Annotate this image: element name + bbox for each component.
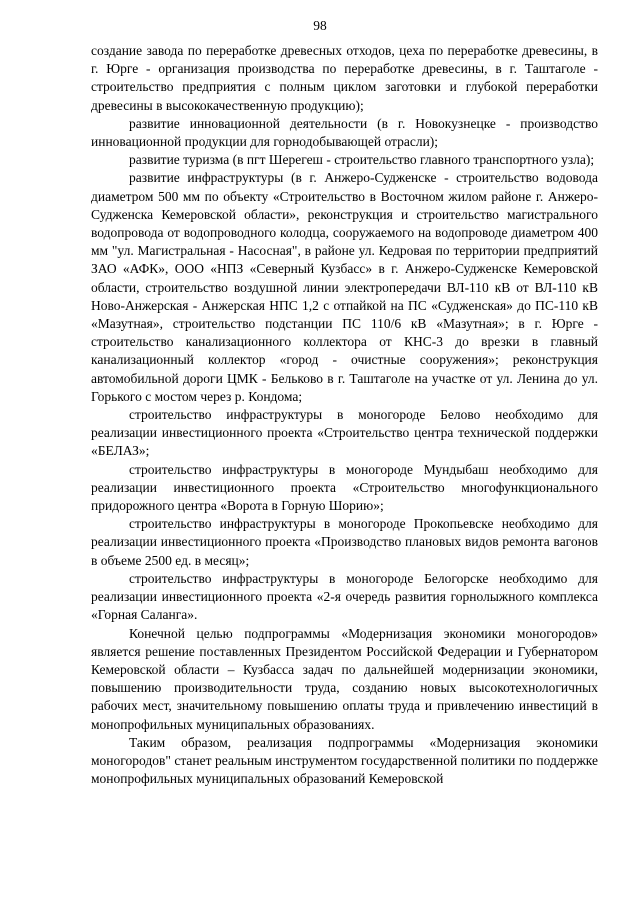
paragraph-belogorsk: строительство инфраструктуры в моногороде Белогорске необходимо для реализации инвестиционного проекта «2-я очередь развития горнолыжного комплекса «Горная Саланга». bbox=[91, 570, 598, 623]
document-body bbox=[91, 42, 598, 788]
paragraph-prokopyevsk: строительство инфраструктуры в моногороде Прокопьевске необходимо для реализации инвестиционного проекта «Производство плановых видов ремонта вагонов в объеме 2500 ед. в месяц»; bbox=[91, 516, 598, 568]
page-number: 98 bbox=[313, 18, 327, 33]
paragraph-continuation: создание завода по переработке древесных отходов, цеха по переработке древесины, в г. Юрге - организация производства по переработке древесины, в г. Таштаголе - строительство предприятия с полным циклом заготовки и глубокой переработки древесины в высококачественную продукцию); bbox=[91, 43, 598, 113]
paragraph-belovo: строительство инфраструктуры в моногороде Белово необходимо для реализации инвестиционного проекта «Строительство центра технической поддержки «БЕЛАЗ»; bbox=[91, 407, 598, 459]
paragraph-goal: Конечной целью подпрограммы «Модернизация экономики моногородов» является решение поставленных Президентом Российской Федерации и Губернатором Кемеровской области – Кузбасса задач по дальнейшей модернизации экономики, повышению производительности труда, созданию новых высокотехнологичных рабочих мест, значительному повышению оплаты труда и привлечению инвестиций в монопрофильных муниципальных образованиях. bbox=[91, 625, 598, 732]
paragraph-conclusion: Таким образом, реализация подпрограммы «Модернизация экономики моногородов" станет реальным инструментом государственной политики по поддержке монопрофильных муниципальных образований Кемеровской bbox=[91, 734, 598, 787]
paragraph-innovation: развитие инновационной деятельности (в г. Новокузнецке - производство инновационной продукции для горнодобывающей отрасли); bbox=[91, 115, 598, 150]
paragraph-infrastructure: развитие инфраструктуры (в г. Анжеро-Судженске - строительство водовода диаметром 500 мм по объекту «Строительство в Восточном жилом районе г. Анжеро-Судженска Кемеровской области», реконструкция и строительство магистрального водопровода от водопроводного колодца, сооружаемого на водопроводе диаметром 400 мм "ул. Магистральная - Насосная", в районе ул. Кедровая по территории предприятий ЗАО «АФК», ООО «НПЗ «Северный Кузбасс» в г. Анжеро-Судженске Кемеровской области, строительство воздушной линии электропередачи ВЛ-110 кВ от ВЛ-110 кВ Ново-Анжерская - Анжерская НПС 1,2 с отпайкой на ПС «Судженская» до ПС-110 кВ «Мазутная», строительство подстанции ПС 110/6 кВ «Мазутная»; в г. Юрге - строительство канализационного коллектора от КНС-3 до врезки в главный канализационный коллектор «город - очистные сооружения»; реконструкция автомобильной дороги ЦМК - Бельково в г. Таштаголе на участке от ул. Ленина до ул. Горького с мостом через р. Кондома; bbox=[91, 170, 598, 404]
paragraph-mundybash: строительство инфраструктуры в моногороде Мундыбаш необходимо для реализации инвестиционного проекта «Строительство многофункционального придорожного центра «Ворота в Горную Шорию»; bbox=[91, 461, 598, 514]
paragraph-tourism: развитие туризма (в пгт Шерегеш - строительство главного транспортного узла); bbox=[129, 152, 595, 168]
